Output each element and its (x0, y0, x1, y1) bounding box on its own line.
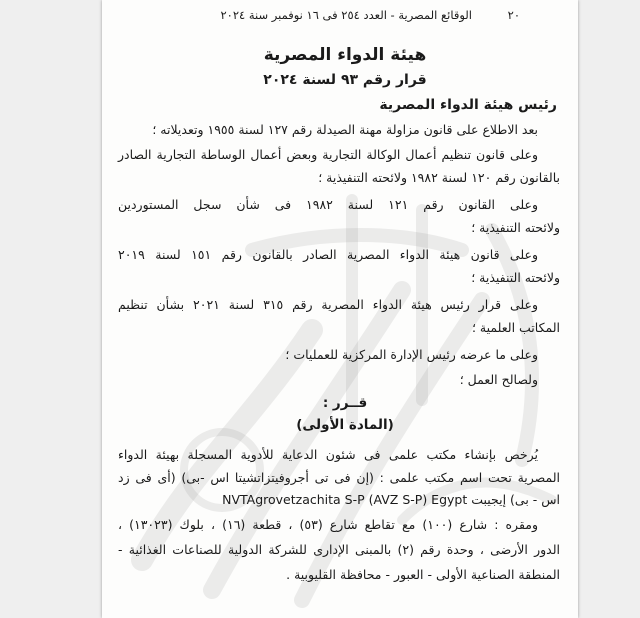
preamble-line: وعلى قانون تنظيم أعمال الوكالة التجارية وبعض أعمال الوساطة التجارية الصادر (118, 147, 538, 162)
preamble-line: ولائحته التنفيذية ؛ (471, 270, 560, 285)
issuer-heading: رئيس هيئة الدواء المصرية (379, 97, 557, 113)
preamble-line: ولائحته التنفيذية ؛ (471, 220, 560, 235)
article-line: الدور الأرضى ، وحدة رقم (٢) بالمبنى الإدارى للشركة الدولية للصناعات الغذائية - (118, 542, 560, 557)
article-line: ومقره : شارع (١٠٠) مع تقاطع شارع (٥٣) ، قطعة (١٦) ، بلوك (١٣٠٢٣) ، (118, 517, 539, 532)
page-number: ٢٠ (507, 8, 520, 22)
article-line: المصرية تحت اسم مكتب علمى : (إن فى تى أجروفيتزاتشيتا اس -بى) (أى فى زد (118, 470, 560, 485)
preamble-line: وعلى ما عرضه رئيس الإدارة المركزية للعمليات ؛ (285, 347, 538, 362)
preamble-line: وعلى قانون هيئة الدواء المصرية الصادر بالقانون رقم ١٥١ لسنة ٢٠١٩ (118, 247, 538, 262)
preamble-line: المكاتب العلمية ؛ (471, 320, 560, 335)
decided-heading: قــرر : (322, 395, 368, 411)
article-line: يُرخص بإنشاء مكتب علمى فى شئون الدعاية للأدوية المسجلة بهيئة الدواء (118, 447, 538, 462)
article-line: المنطقة الصناعية الأولى - العبور - محافظة القليوبية . (286, 567, 560, 582)
preamble-line: بالقانون رقم ١٢٠ لسنة ١٩٨٢ ولائحته التنفيذية ؛ (318, 170, 560, 185)
preamble-line: وعلى قرار رئيس هيئة الدواء المصرية رقم ٣١٥ لسنة ٢٠٢١ بشأن تنظيم (118, 297, 539, 312)
preamble-line: بعد الاطلاع على قانون مزاولة مهنة الصيدلة رقم ١٢٧ لسنة ١٩٥٥ وتعديلاته ؛ (152, 122, 538, 137)
article-heading: (المادة الأولى) (296, 417, 394, 433)
preamble-line: وعلى القانون رقم ١٢١ لسنة ١٩٨٢ فى شأن سجل المستوردين (118, 197, 538, 212)
authority-title: هيئة الدواء المصرية (263, 45, 427, 65)
preamble-line: ولصالح العمل ؛ (459, 372, 538, 387)
decree-number: قرار رقم ٩٣ لسنة ٢٠٢٤ (263, 72, 427, 88)
article-line: اس - بى) إيجيبت NVTAgrovetzachita S-P (AVZ S-P) Egypt (222, 492, 560, 507)
running-header: الوقائع المصرية - العدد ٢٥٤ فى ١٦ نوفمبر سنة ٢٠٢٤ (220, 8, 472, 22)
